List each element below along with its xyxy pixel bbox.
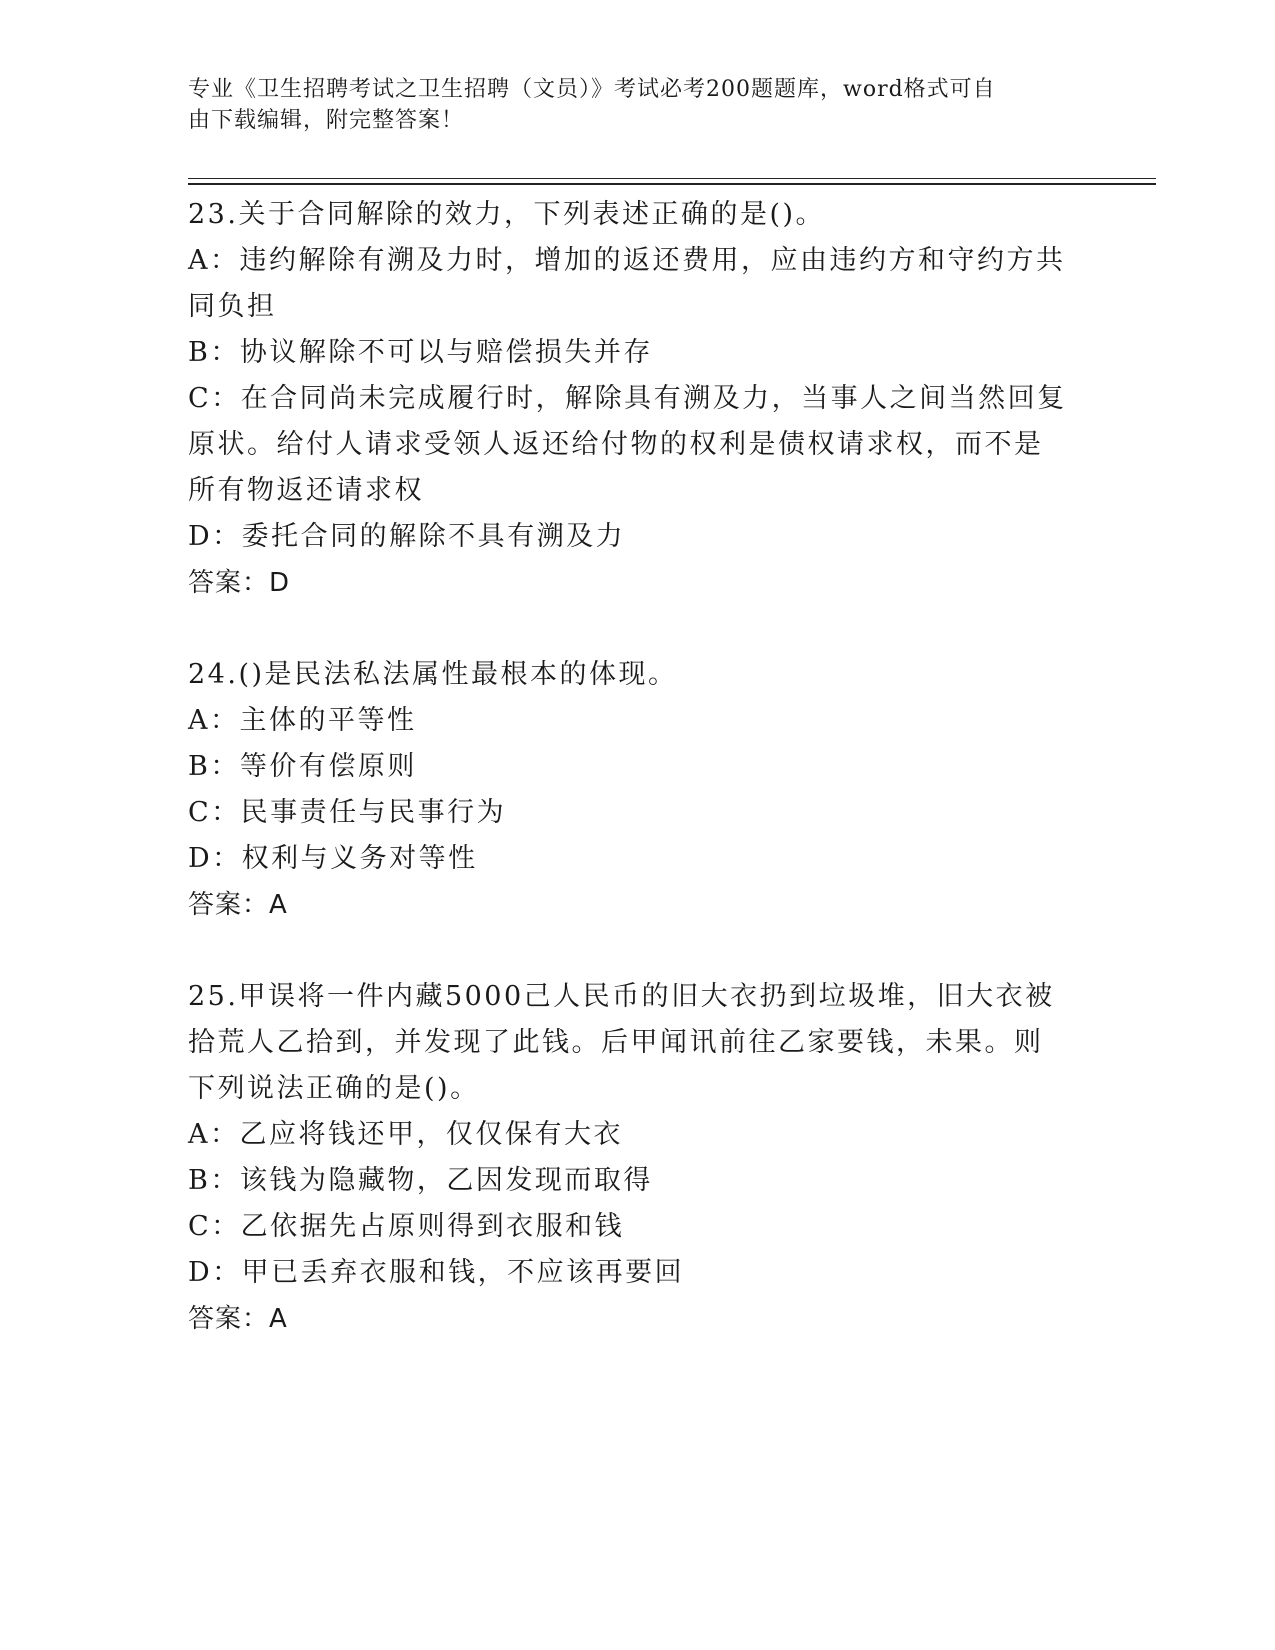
answer: 答案：A [188,1304,288,1334]
option-c: C：民事责任与民事行为 [188,797,507,828]
option-b: B：等价有偿原则 [188,751,417,782]
option-b: B：协议解除不可以与赔偿损失并存 [188,337,653,368]
question-list [188,192,1068,1342]
question-stem: 23.关于合同解除的效力，下列表述正确的是()。 [188,199,826,230]
header-divider-thin [188,178,1156,179]
question-stem: 25.甲误将一件内藏5000己人民币的旧大衣扔到垃圾堆，旧大衣被拾荒人乙拾到，并发现了此钱。后甲闻讯前往乙家要钱，未果。则下列说法正确的是()。 [188,981,1055,1104]
question-24 [188,652,1068,928]
question-23 [188,192,1068,606]
answer: 答案：D [188,568,291,598]
option-d: D：权利与义务对等性 [188,843,478,874]
option-c: C：乙依据先占原则得到衣服和钱 [188,1211,625,1242]
option-a: A：违约解除有溯及力时，增加的返还费用，应由违约方和守约方共同负担 [188,245,1066,322]
option-d: D：委托合同的解除不具有溯及力 [188,521,626,552]
option-c: C：在合同尚未完成履行时，解除具有溯及力，当事人之间当然回复原状。给付人请求受领人返还给付物的权利是债权请求权，而不是所有物返还请求权 [188,383,1067,506]
question-25 [188,974,1068,1342]
header-line-1: 专业《卫生招聘考试之卫生招聘（文员）》考试必考200题题库，word格式可自 [188,77,996,102]
option-a: A：主体的平等性 [188,705,417,736]
option-d: D：甲已丢弃衣服和钱，不应该再要回 [188,1257,685,1288]
option-a: A：乙应将钱还甲，仅仅保有大衣 [188,1119,623,1150]
header-line-2: 由下载编辑，附完整答案！ [188,108,465,133]
document-header [188,74,1068,136]
question-stem: 24.()是民法私法属性最根本的体现。 [188,659,678,690]
option-b: B：该钱为隐藏物，乙因发现而取得 [188,1165,653,1196]
answer: 答案：A [188,890,288,920]
header-divider-thick [188,183,1156,185]
